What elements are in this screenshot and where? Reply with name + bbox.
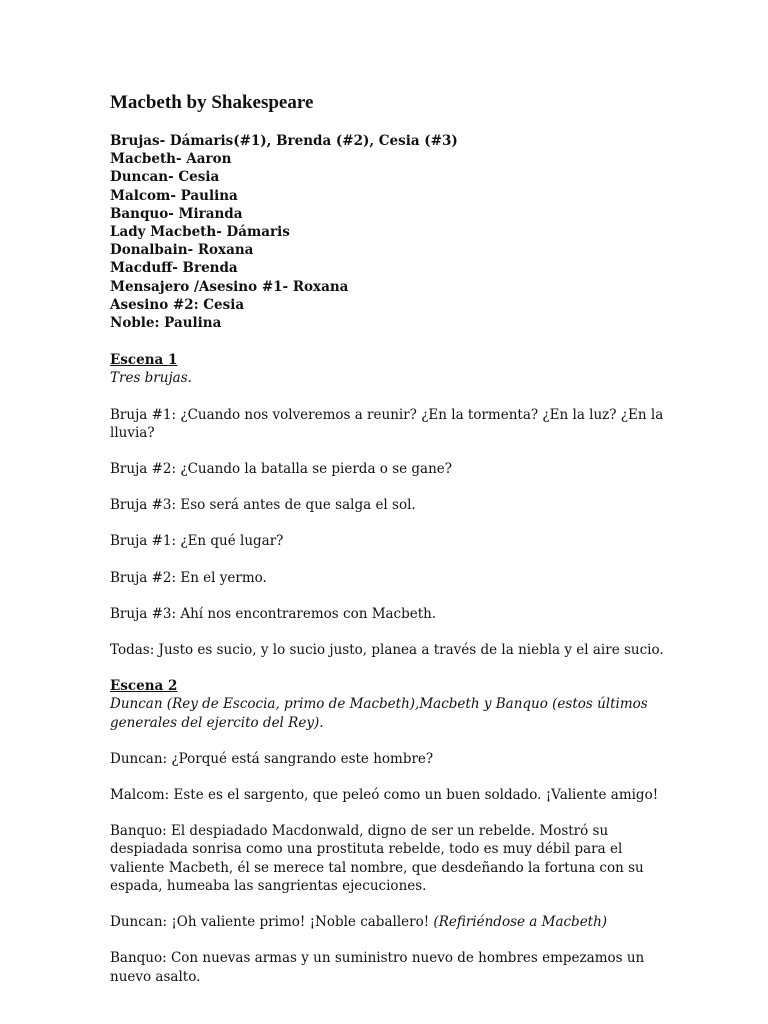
dialogue-line-with-stage-direction — [110, 913, 670, 931]
scene-2-description: Duncan (Rey de Escocia, primo de Macbeth),Macbeth y Banquo (estos últimos generales del ejercito del Rey). — [110, 696, 648, 731]
cast-list — [110, 132, 670, 332]
dialogue-line: Todas: Justo es sucio, y lo sucio justo, planea a través de la niebla y el aire sucio. — [110, 642, 664, 659]
scene-1-description: Tres brujas. — [110, 370, 192, 387]
document-page — [110, 90, 670, 1004]
stage-direction: (Refiriéndose a Macbeth) — [433, 914, 608, 931]
cast-entry: Noble: Paulina — [110, 315, 222, 332]
scene-2-title: Escena 2 — [110, 678, 178, 695]
cast-entry: Malcom- Paulina — [110, 187, 238, 204]
cast-entry: Brujas- Dámaris(#1), Brenda (#2), Cesia (#3) — [110, 133, 458, 149]
dialogue-line: Bruja #2: En el yermo. — [110, 569, 267, 586]
dialogue-line: Malcom: Este es el sargento, que peleó como un buen soldado. ¡Valiente amigo! — [110, 787, 659, 804]
cast-entry: Asesino #2: Cesia — [110, 296, 245, 313]
scene-1-title: Escena 1 — [110, 352, 178, 369]
cast-entry: Macduff- Brenda — [110, 260, 238, 277]
cast-entry: Macbeth- Aaron — [110, 151, 232, 168]
scene-2 — [110, 677, 670, 985]
dialogue-text: Duncan: ¡Oh valiente primo! ¡Noble caballero! — [110, 914, 434, 931]
cast-entry: Lady Macbeth- Dámaris — [110, 224, 290, 241]
dialogue-line: Bruja #3: Ahí nos encontraremos con Macbeth. — [110, 605, 437, 622]
cast-entry: Donalbain- Roxana — [110, 242, 254, 259]
cast-entry: Duncan- Cesia — [110, 169, 220, 186]
cast-entry: Banquo- Miranda — [110, 205, 243, 222]
dialogue-line: Bruja #1: ¿En qué lugar? — [110, 533, 284, 550]
dialogue-line: Bruja #2: ¿Cuando la batalla se pierda o se gane? — [110, 461, 453, 478]
dialogue-line: Bruja #1: ¿Cuando nos volveremos a reunir? ¿En la tormenta? ¿En la luz? ¿En la lluvia? — [110, 406, 664, 441]
scene-1 — [110, 351, 670, 659]
document-title: Macbeth by Shakespeare — [110, 92, 314, 113]
dialogue-line: Duncan: ¿Porqué está sangrando este hombre? — [110, 750, 434, 767]
cast-entry: Mensajero /Asesino #1- Roxana — [110, 278, 349, 295]
dialogue-line: Banquo: El despiadado Macdonwald, digno de ser un rebelde. Mostró su despiadada sonrisa como una prostituta rebelde, todo es muy débil para el valiente Macbeth, él se merece tal nombre, que desdeñando la fortuna con su espada, humeaba las sangrientas ejecuciones. — [110, 823, 644, 894]
dialogue-line: Bruja #3: Eso será antes de que salga el sol. — [110, 497, 416, 514]
dialogue-line: Banquo: Con nuevas armas y un suministro nuevo de hombres empezamos un nuevo asalto. — [110, 950, 645, 985]
